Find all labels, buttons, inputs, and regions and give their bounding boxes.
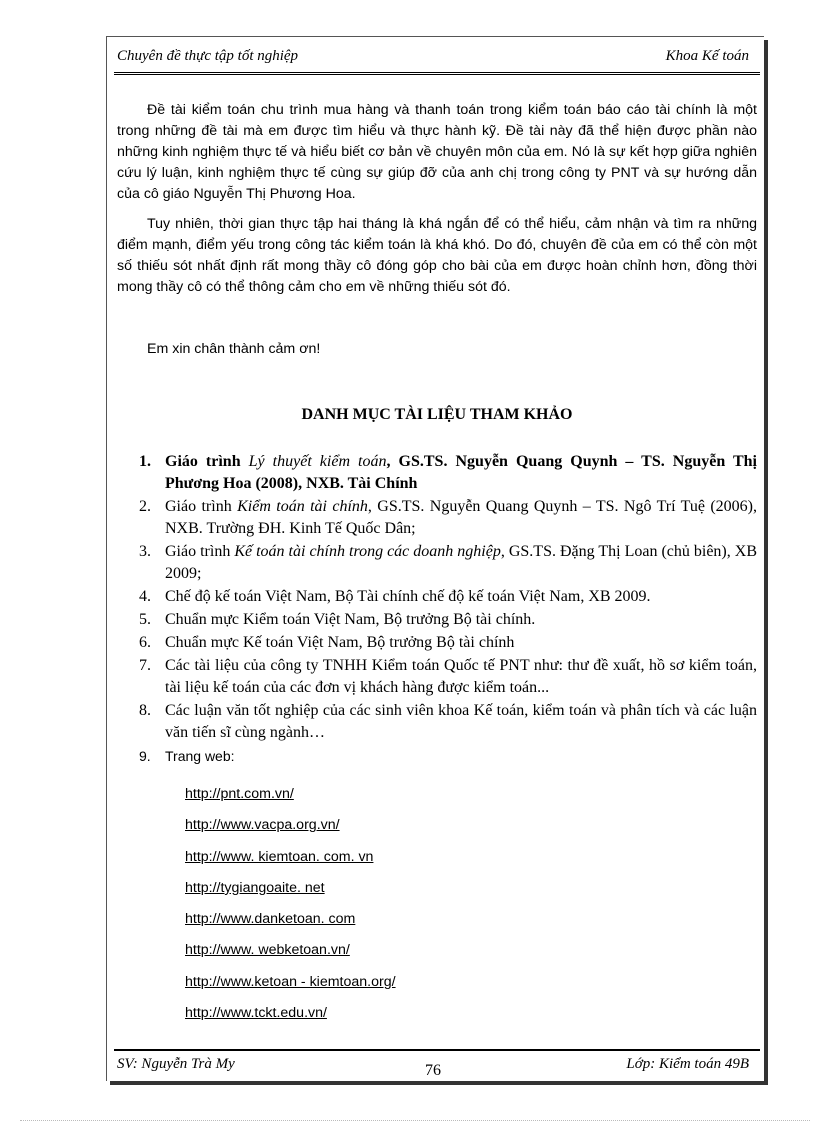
reference-number: 4. — [139, 588, 151, 605]
list-item — [185, 942, 396, 973]
header-left: Chuyên đề thực tập tốt nghiệp — [117, 48, 299, 64]
footer-student: SV: Nguyễn Trà My — [117, 1056, 235, 1072]
reference-text: Giáo trình — [165, 543, 235, 560]
list-item — [185, 974, 396, 1005]
reference-item — [117, 632, 757, 654]
reference-text: Chế độ kế toán Việt Nam, Bộ Tài chính chế độ kế toán Việt Nam, XB 2009. — [165, 588, 651, 605]
list-item — [185, 1005, 396, 1036]
list-item — [185, 849, 396, 880]
web-link[interactable]: http://www. webketoan.vn/ — [185, 942, 350, 959]
page-shadow-bottom — [110, 1081, 768, 1085]
reference-text: Chuẩn mực Kiểm toán Việt Nam, Bộ trưởng Bộ tài chính. — [165, 611, 536, 628]
list-item — [185, 911, 396, 942]
reference-item — [117, 451, 757, 495]
reference-book-title: Lý thuyết kiểm toán — [248, 453, 387, 470]
reference-number: 7. — [139, 657, 151, 674]
reference-text: , GS.TS. Nguyễn Quang Quynh – TS. Nguyễn Thị Phương Hoa (2008), NXB. Tài Chính — [165, 453, 757, 492]
reference-number: 2. — [139, 498, 151, 515]
reference-item — [117, 586, 757, 608]
reference-number: 9. — [139, 748, 151, 764]
reference-item — [117, 609, 757, 631]
reference-text: Trang web: — [165, 748, 235, 764]
reference-text: Các luận văn tốt nghiệp của các sinh viên khoa Kế toán, kiểm toán và phân tích và các luận văn tiến sĩ cùng ngành… — [165, 702, 757, 741]
list-item — [185, 817, 396, 848]
web-link[interactable]: http://tygiangoaite. net — [185, 879, 325, 896]
reference-item — [117, 655, 757, 699]
reference-text: Các tài liệu của công ty TNHH Kiểm toán Quốc tế PNT như: thư đề xuất, hồ sơ kiểm toán, tài liệu kế toán của các đơn vị khách hàng được kiểm toán... — [165, 657, 757, 696]
paragraph: Em xin chân thành cảm ơn! — [147, 341, 321, 357]
paragraph: Đề tài kiểm toán chu trình mua hàng và thanh toán trong kiểm toán báo cáo tài chính là một trong những đề tài mà em được tìm hiểu và thực hành kỹ. Đề tài này đã thể hiện được phần nào những kinh nghiệm thực tế và hiểu biết cơ bản về chuyên môn của em. Nó là sự kết hợp giữa nghiên cứu lý luận, kinh nghiệm thực tế cùng sự giúp đỡ của anh chị trong công ty PNT và sự hướng dẫn của cô giáo Nguyễn Thị Phương Hoa. — [117, 102, 757, 202]
reference-item — [117, 745, 757, 767]
reference-book-title: Kiểm toán tài chính — [237, 498, 368, 515]
list-item — [185, 880, 396, 911]
reference-item — [117, 700, 757, 744]
reference-number: 5. — [139, 611, 151, 628]
footer-class: Lớp: Kiểm toán 49B — [626, 1056, 749, 1072]
reference-number: 3. — [139, 543, 151, 560]
reference-item — [117, 496, 757, 540]
paragraph: Tuy nhiên, thời gian thực tập hai tháng là khá ngắn để có thể hiểu, cảm nhận và tìm ra những điểm mạnh, điểm yếu trong công tác kiểm toán là khá khó. Do đó, chuyên đề của em có thể còn một số thiếu sót nhất định rất mong thầy cô đóng góp cho bài của em được hoàn chỉnh hơn, đồng thời mong thầy cô có thể thông cảm cho em về những thiếu sót đó. — [117, 216, 757, 295]
reference-text: Giáo trình — [165, 498, 238, 515]
web-links-list — [185, 786, 396, 1036]
reference-number: 1. — [139, 453, 151, 470]
reference-text: , GS.TS. Đặng Thị Loan (chủ biên), XB 2009; — [165, 543, 757, 582]
header-right: Khoa Kế toán — [665, 48, 749, 64]
references-list — [117, 451, 757, 768]
references-title: DANH MỤC TÀI LIỆU THAM KHẢO — [301, 406, 573, 423]
reference-number: 8. — [139, 702, 151, 719]
page-shadow-right — [764, 40, 768, 1085]
web-link[interactable]: http://www.tckt.edu.vn/ — [185, 1005, 327, 1022]
web-link[interactable]: http://www.danketoan. com — [185, 911, 356, 928]
reference-text: Giáo trình — [165, 453, 249, 470]
web-link[interactable]: http://www. kiemtoan. com. vn — [185, 848, 374, 865]
reference-text: Chuẩn mực Kế toán Việt Nam, Bộ trưởng Bộ tài chính — [165, 634, 515, 651]
web-link[interactable]: http://www.vacpa.org.vn/ — [185, 817, 340, 834]
footer-rule — [114, 1049, 760, 1051]
reference-book-title: Kế toán tài chính trong các doanh nghiệp — [234, 543, 501, 560]
web-link[interactable]: http://www.ketoan - kiemtoan.org/ — [185, 973, 396, 990]
page-number: 76 — [425, 1062, 441, 1079]
reference-number: 6. — [139, 634, 151, 651]
reference-item — [117, 541, 757, 585]
header-rule — [114, 72, 760, 75]
list-item — [185, 786, 396, 817]
page-break-line — [20, 1120, 810, 1121]
web-link[interactable]: http://pnt.com.vn/ — [185, 786, 294, 802]
reference-text: , GS.TS. Nguyễn Quang Quynh – TS. Ngô Trí Tuệ (2006), NXB. Trường ĐH. Kinh Tế Quốc Dân; — [165, 498, 757, 537]
